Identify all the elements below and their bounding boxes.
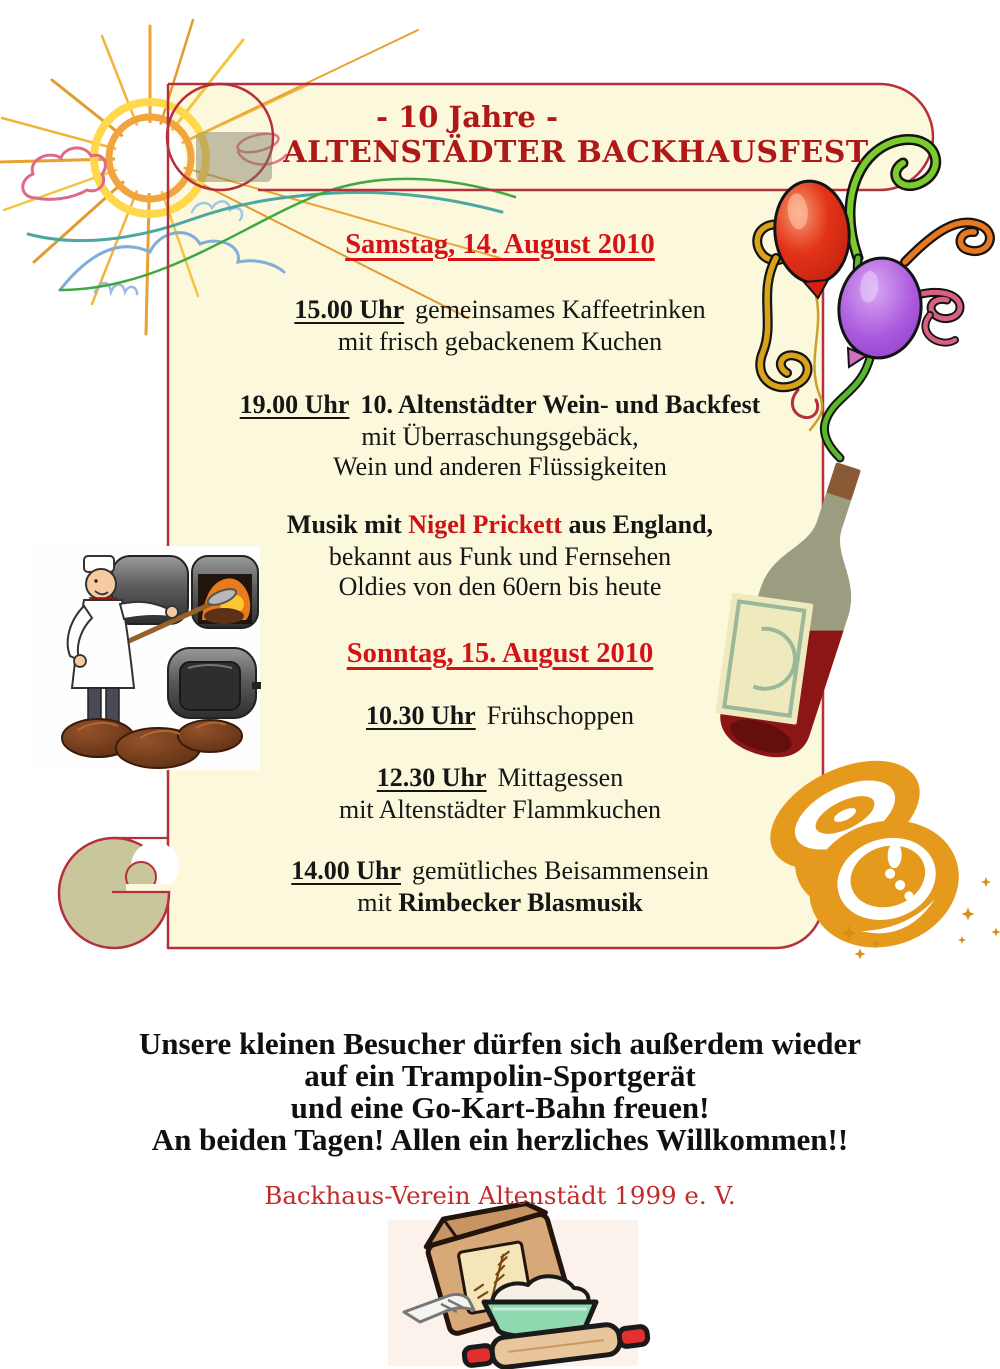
organization-line: Backhaus-Verein Altenstädt 1999 e. V. [264,1181,736,1210]
sunday-item-2 [150,763,850,793]
event-label: Frühschoppen [486,701,635,730]
time-label: 14.00 Uhr [291,856,401,885]
sunday-item-3 [150,856,850,886]
sunday-item-3-line2 [150,888,850,918]
event-label: Mittagessen [497,763,624,792]
artist-name: Nigel Prickett [408,510,563,539]
event-label: gemütliches Beisammensein [412,856,709,885]
event-label: gemeinsames Kaffeetrinken [415,295,706,324]
saturday-item-1-line2: mit frisch gebackenem Kuchen [337,327,663,356]
event-label: 10. Altenstädter Wein- und Backfest [360,390,761,419]
music-line3: Oldies von den 60ern bis heute [338,572,662,601]
time-label: 10.30 Uhr [365,701,476,730]
saturday-item-2 [150,390,850,420]
saturday-item-2-line3: Wein und anderen Flüssigkeiten [333,452,667,481]
footer-line-3: und eine Go-Kart-Bahn freuen! [290,1090,710,1125]
time-label: 19.00 Uhr [239,390,350,419]
sunday-item-1 [150,701,850,731]
music-prefix: Musik mit [286,510,409,539]
saturday-item-2-line2: mit Überraschungsgebäck, [361,422,639,451]
title-line-2: ALTENSTÄDTER BACKHAUSFEST [283,135,869,170]
footer-line-2: auf ein Trampolin-Sportgerät [304,1058,696,1093]
baking-ingredients-clipart [388,1191,649,1369]
footer-line-1: Unsere kleinen Besucher dürfen sich außerdem wieder [138,1026,862,1061]
title-line-1: - 10 Jahre - [375,100,559,134]
music-line2: bekannt aus Funk und Fernsehen [328,542,672,571]
sunday-heading: Sonntag, 15. August 2010 [346,638,654,669]
band-name: Rimbecker Blasmusik [398,888,643,917]
sunday-item-2-line2: mit Altenstädter Flammkuchen [338,795,662,824]
footer-line-4: An beiden Tagen! Allen ein herzliches Willkommen!! [151,1122,849,1157]
line2-prefix: mit [357,888,399,917]
music-suffix: aus England, [562,510,714,539]
saturday-item-1 [150,295,850,325]
music-line [150,510,850,540]
time-label: 12.30 Uhr [376,763,487,792]
time-label: 15.00 Uhr [294,295,405,324]
saturday-heading: Samstag, 14. August 2010 [345,229,655,260]
